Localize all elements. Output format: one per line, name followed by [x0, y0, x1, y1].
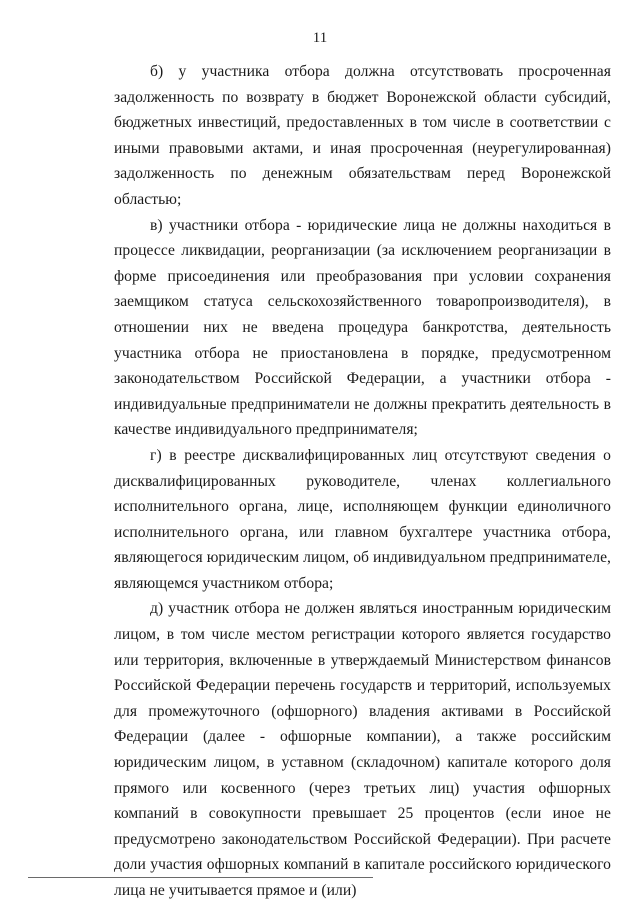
paragraph-d: д) участник отбора не должен являться иностранным юридическим лицом, в том числе местом регистрации которого является государство или территория, включенные в утверждаемый Министерством финансов Российской Федерации перечень государств и территорий, используемых для промежуточного (офшорного) владения активами в Российской Федерации (далее - офшорные компании), а также российским юридическим лицом, в уставном (складочном) капитале которого доля прямого или косвенного (через третьих лиц) участия офшорных компаний в совокупности превышает 25 процентов (если иное не предусмотрено законодательством Российской Федерации). При расчете доли участия офшорных компаний в капитале российского юридического лица не учитывается прямое и (или) [114, 600, 611, 899]
footer-rule [28, 877, 373, 878]
paragraph-g: г) в реестре дисквалифицированных лиц отсутствуют сведения о дисквалифицированных руководителе, членах коллегиального исполнительного органа, лице, исполняющем функции единоличного исполнительного органа, или главном бухгалтере участника отбора, являющегося юридическим лицом, об индивидуальном предпринимателе, являющемся участником отбора; [114, 446, 611, 592]
page-number: 11 [312, 30, 328, 46]
paragraph-v: в) участники отбора - юридические лица не должны находиться в процессе ликвидации, реорганизации (за исключением реорганизации в форме присоединения или преобразования при условии сохранения заемщиком статуса сельскохозяйственного товаропроизводителя), в отношении них не введена процедура банкротства, деятельность участника отбора не приостановлена в порядке, предусмотренном законодательством Российской Федерации, а участники отбора - индивидуальные предприниматели не должны прекратить деятельность в качестве индивидуального предпринимателя; [114, 216, 611, 439]
document-body [114, 59, 611, 904]
paragraph-b: б) у участника отбора должна отсутствовать просроченная задолженность по возврату в бюджет Воронежской области субсидий, бюджетных инвестиций, предоставленных в том числе в соответствии с иными правовыми актами, и иная просроченная (неурегулированная) задолженность по денежным обязательствам перед Воронежской областью; [114, 63, 611, 208]
